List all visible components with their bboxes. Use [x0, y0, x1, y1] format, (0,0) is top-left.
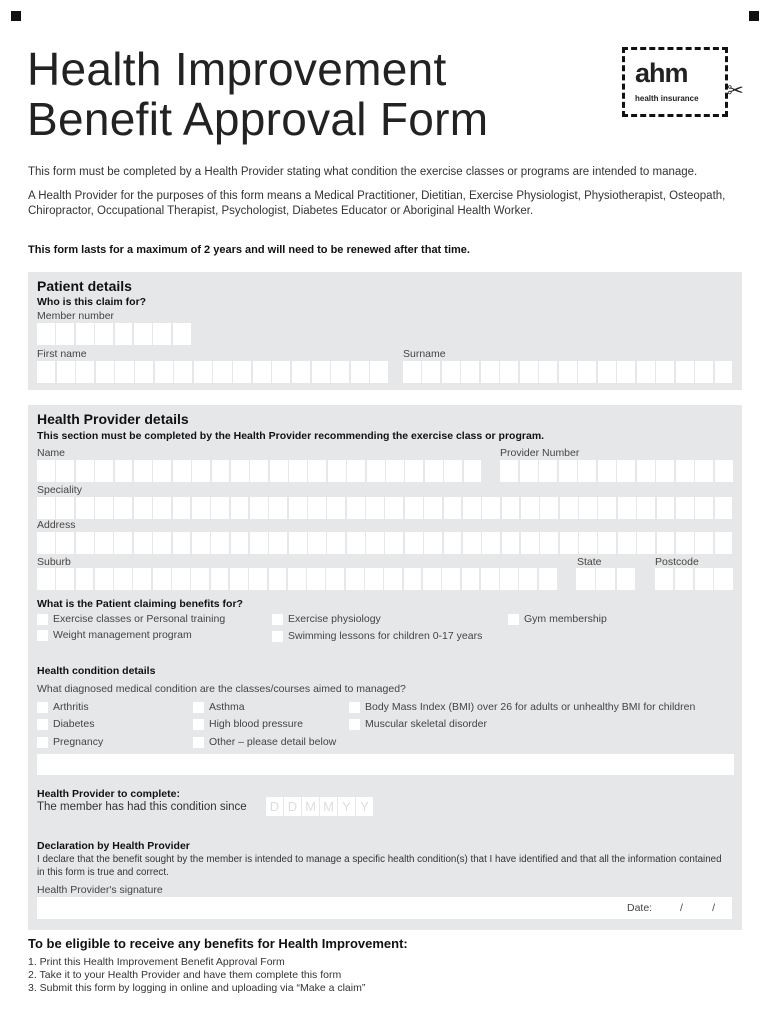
- logo-brand: ahm: [635, 58, 688, 88]
- character-box[interactable]: [231, 497, 249, 519]
- date-digit: Y: [338, 797, 356, 816]
- character-box[interactable]: [521, 532, 539, 554]
- benefit-checkbox[interactable]: Swimming lessons for children 0-17 years: [272, 630, 482, 642]
- character-box[interactable]: [560, 532, 578, 554]
- character-box[interactable]: [250, 460, 268, 482]
- character-box[interactable]: [695, 460, 713, 482]
- section-subheading: Who is this claim for?: [37, 296, 147, 308]
- character-box[interactable]: [424, 532, 442, 554]
- date-digit: D: [266, 797, 284, 816]
- ahm-logo: [622, 47, 744, 117]
- condition-checkbox[interactable]: Arthritis: [37, 701, 89, 713]
- state-label: State: [577, 556, 602, 568]
- member-number-label: Member number: [37, 310, 115, 322]
- character-box[interactable]: [403, 361, 421, 383]
- character-box[interactable]: [444, 532, 462, 554]
- character-box[interactable]: [405, 532, 423, 554]
- speciality-label: Speciality: [37, 484, 82, 496]
- date-label: Date:: [627, 902, 653, 914]
- declaration-heading: Declaration by Health Provider: [37, 840, 190, 852]
- title-line: Benefit Approval Form: [27, 93, 489, 145]
- character-box[interactable]: [56, 532, 74, 554]
- character-box[interactable]: [328, 460, 346, 482]
- character-box[interactable]: [211, 532, 229, 554]
- character-box[interactable]: [134, 460, 152, 482]
- character-box[interactable]: [269, 568, 287, 590]
- character-box[interactable]: [365, 568, 383, 590]
- character-box[interactable]: [715, 460, 733, 482]
- character-box[interactable]: [695, 532, 713, 554]
- section-heading: Patient details: [37, 278, 132, 294]
- character-box[interactable]: [307, 568, 325, 590]
- character-box[interactable]: [618, 532, 636, 554]
- character-box[interactable]: [502, 532, 520, 554]
- character-box[interactable]: [463, 497, 481, 519]
- since-label: The member has had this condition since: [37, 801, 247, 813]
- character-box[interactable]: [134, 532, 152, 554]
- character-box[interactable]: [134, 497, 152, 519]
- member-number-input[interactable]: [37, 323, 192, 345]
- character-box[interactable]: [695, 361, 713, 383]
- eligibility-heading: To be eligible to receive any benefits for Health Improvement:: [28, 936, 408, 951]
- postcode-input[interactable]: [655, 568, 734, 590]
- character-box[interactable]: [173, 460, 191, 482]
- scissors-icon: ✂: [727, 80, 744, 102]
- character-box[interactable]: [637, 361, 655, 383]
- character-box[interactable]: [192, 497, 210, 519]
- character-box[interactable]: [56, 323, 74, 345]
- character-box[interactable]: [289, 497, 307, 519]
- character-box[interactable]: [270, 460, 288, 482]
- character-box[interactable]: [539, 568, 557, 590]
- character-box[interactable]: [695, 568, 713, 590]
- condition-checkbox[interactable]: Asthma: [193, 701, 245, 713]
- character-box[interactable]: [347, 460, 365, 482]
- character-box[interactable]: [519, 568, 537, 590]
- character-box[interactable]: [114, 568, 132, 590]
- character-box[interactable]: [194, 361, 212, 383]
- condition-checkbox[interactable]: Muscular skeletal disorder: [349, 718, 487, 730]
- logo-tagline: health insurance: [635, 94, 699, 103]
- condition-heading: Health condition details: [37, 665, 156, 677]
- character-box[interactable]: [174, 361, 192, 383]
- character-box[interactable]: [500, 361, 518, 383]
- character-box[interactable]: [385, 497, 403, 519]
- character-box[interactable]: [444, 497, 462, 519]
- character-box[interactable]: [424, 497, 442, 519]
- character-box[interactable]: [444, 460, 462, 482]
- character-box[interactable]: [173, 323, 191, 345]
- suburb-input[interactable]: [37, 568, 558, 590]
- character-box[interactable]: [327, 532, 345, 554]
- character-box[interactable]: [153, 497, 171, 519]
- state-input[interactable]: [576, 568, 637, 590]
- character-box[interactable]: [675, 568, 693, 590]
- character-box[interactable]: [250, 497, 268, 519]
- character-box[interactable]: [230, 568, 248, 590]
- first-name-label: First name: [37, 348, 87, 360]
- character-box[interactable]: [76, 323, 94, 345]
- corner-mark: [11, 11, 21, 21]
- character-box[interactable]: [676, 460, 694, 482]
- character-box[interactable]: [500, 568, 518, 590]
- character-box[interactable]: [346, 568, 364, 590]
- character-box[interactable]: [76, 568, 94, 590]
- character-box[interactable]: [464, 460, 482, 482]
- character-box[interactable]: [192, 532, 210, 554]
- eligibility-step: 3. Submit this form by logging in online and uploading via “Make a claim”: [28, 982, 366, 994]
- character-box[interactable]: [617, 568, 636, 590]
- character-box[interactable]: [308, 460, 326, 482]
- character-box[interactable]: [173, 497, 191, 519]
- character-box[interactable]: [56, 568, 74, 590]
- character-box[interactable]: [559, 460, 577, 482]
- benefit-checkbox[interactable]: Weight management program: [37, 629, 192, 641]
- speciality-input[interactable]: [37, 497, 734, 519]
- character-box[interactable]: [656, 460, 674, 482]
- character-box[interactable]: [172, 568, 190, 590]
- character-box[interactable]: [114, 497, 132, 519]
- benefit-checkbox[interactable]: Exercise physiology: [272, 613, 381, 625]
- character-box[interactable]: [76, 497, 94, 519]
- suburb-label: Suburb: [37, 556, 71, 568]
- character-box[interactable]: [331, 361, 349, 383]
- character-box[interactable]: [404, 568, 422, 590]
- character-box[interactable]: [405, 497, 423, 519]
- patient-details-section: [28, 272, 742, 390]
- character-box[interactable]: [249, 568, 267, 590]
- character-box[interactable]: [114, 532, 132, 554]
- benefit-checkbox[interactable]: Exercise classes or Personal training: [37, 613, 225, 625]
- character-box[interactable]: [95, 323, 113, 345]
- character-box[interactable]: [155, 361, 173, 383]
- character-box[interactable]: [76, 532, 94, 554]
- character-box[interactable]: [153, 568, 171, 590]
- postcode-label: Postcode: [655, 556, 699, 568]
- character-box[interactable]: [56, 460, 74, 482]
- intro-1: This form must be completed by a Health Provider stating what condition the exercise classes or programs are intended to manage.: [28, 166, 698, 178]
- address-input[interactable]: [37, 532, 734, 554]
- character-box[interactable]: [482, 532, 500, 554]
- character-box[interactable]: [657, 532, 675, 554]
- since-date-input[interactable]: [266, 797, 374, 816]
- character-box[interactable]: [500, 460, 518, 482]
- date-digit: Y: [356, 797, 374, 816]
- character-box[interactable]: [37, 497, 55, 519]
- character-box[interactable]: [578, 361, 596, 383]
- character-box[interactable]: [656, 361, 674, 383]
- character-box[interactable]: [95, 497, 113, 519]
- character-box[interactable]: [37, 460, 55, 482]
- character-box[interactable]: [191, 568, 209, 590]
- character-box[interactable]: [37, 361, 55, 383]
- eligibility-step: 2. Take it to your Health Provider and have them complete this form: [28, 969, 342, 981]
- validity-notice: This form lasts for a maximum of 2 years and will need to be renewed after that time.: [28, 244, 470, 256]
- benefit-checkbox[interactable]: Gym membership: [508, 613, 607, 625]
- benefits-question: What is the Patient claiming benefits for?: [37, 598, 243, 610]
- character-box[interactable]: [715, 497, 733, 519]
- section-subheading: This section must be completed by the Health Provider recommending the exercise class or program.: [37, 430, 545, 442]
- signature-label: Health Provider's signature: [37, 884, 163, 896]
- character-box[interactable]: [540, 497, 558, 519]
- title-line: Health Improvement: [27, 43, 447, 95]
- page-title: [27, 44, 488, 144]
- character-box[interactable]: [212, 460, 230, 482]
- character-box[interactable]: [115, 460, 133, 482]
- character-box[interactable]: [250, 532, 268, 554]
- character-box[interactable]: [153, 532, 171, 554]
- character-box[interactable]: [502, 497, 520, 519]
- character-box[interactable]: [289, 460, 307, 482]
- character-box[interactable]: [560, 497, 578, 519]
- character-box[interactable]: [617, 460, 635, 482]
- character-box[interactable]: [637, 532, 655, 554]
- character-box[interactable]: [366, 532, 384, 554]
- character-box[interactable]: [637, 460, 655, 482]
- declaration-text: I declare that the benefit sought by the member is intended to manage a specific health condition(s) that I have identified and that all the information contained in this form is true and correct.: [37, 854, 722, 878]
- character-box[interactable]: [463, 532, 481, 554]
- address-label: Address: [37, 519, 76, 531]
- character-box[interactable]: [347, 532, 365, 554]
- complete-heading: Health Provider to complete:: [37, 788, 180, 800]
- character-box[interactable]: [539, 460, 557, 482]
- surname-input[interactable]: [403, 361, 734, 383]
- surname-label: Surname: [403, 348, 446, 360]
- character-box[interactable]: [386, 460, 404, 482]
- character-box[interactable]: [367, 460, 385, 482]
- character-box[interactable]: [370, 361, 388, 383]
- provider-details-section: [28, 405, 742, 930]
- character-box[interactable]: [540, 532, 558, 554]
- condition-checkbox[interactable]: Pregnancy: [37, 736, 103, 748]
- character-box[interactable]: [289, 532, 307, 554]
- character-box[interactable]: [231, 460, 249, 482]
- provider-name-input[interactable]: [37, 460, 483, 482]
- character-box[interactable]: [596, 568, 615, 590]
- condition-checkbox[interactable]: Diabetes: [37, 718, 94, 730]
- condition-checkbox[interactable]: Body Mass Index (BMI) over 26 for adults or unhealthy BMI for children: [349, 701, 695, 713]
- character-box[interactable]: [598, 460, 616, 482]
- character-box[interactable]: [598, 532, 616, 554]
- character-box[interactable]: [76, 460, 94, 482]
- character-box[interactable]: [655, 568, 673, 590]
- character-box[interactable]: [231, 532, 249, 554]
- character-box[interactable]: [576, 568, 595, 590]
- character-box[interactable]: [657, 497, 675, 519]
- character-box[interactable]: [384, 568, 402, 590]
- character-box[interactable]: [579, 497, 597, 519]
- character-box[interactable]: [211, 568, 229, 590]
- intro-2: A Health Provider for the purposes of this form means a Medical Practitioner, Dietitian, Exercise Physiologist, Physiotherapist, Osteopath, Chiropractor, Occupational Therapist, Psychologist, Diabetes Educator or Aboriginal Health Worker.: [28, 190, 726, 217]
- character-box[interactable]: [617, 361, 635, 383]
- character-box[interactable]: [269, 497, 287, 519]
- provider-number-input[interactable]: [500, 460, 734, 482]
- character-box[interactable]: [405, 460, 423, 482]
- character-box[interactable]: [481, 361, 499, 383]
- character-box[interactable]: [559, 361, 577, 383]
- name-label: Name: [37, 447, 66, 459]
- character-box[interactable]: [385, 532, 403, 554]
- character-box[interactable]: [715, 532, 733, 554]
- character-box[interactable]: [598, 497, 616, 519]
- condition-checkbox[interactable]: High blood pressure: [193, 718, 303, 730]
- character-box[interactable]: [233, 361, 251, 383]
- character-box[interactable]: [618, 497, 636, 519]
- character-box[interactable]: [173, 532, 191, 554]
- character-box[interactable]: [351, 361, 369, 383]
- character-box[interactable]: [539, 361, 557, 383]
- condition-question: What diagnosed medical condition are the classes/courses aimed to managed?: [37, 683, 406, 695]
- character-box[interactable]: [213, 361, 231, 383]
- character-box[interactable]: [37, 323, 55, 345]
- character-box[interactable]: [521, 497, 539, 519]
- character-box[interactable]: [272, 361, 290, 383]
- date-input[interactable]: / /: [680, 902, 716, 914]
- character-box[interactable]: [520, 361, 538, 383]
- character-box[interactable]: [598, 361, 616, 383]
- section-heading: Health Provider details: [37, 411, 189, 427]
- character-box[interactable]: [115, 323, 133, 345]
- character-box[interactable]: [135, 361, 153, 383]
- character-box[interactable]: [442, 568, 460, 590]
- character-box[interactable]: [462, 568, 480, 590]
- signature-field[interactable]: [37, 897, 732, 919]
- character-box[interactable]: [95, 568, 113, 590]
- character-box[interactable]: [695, 497, 713, 519]
- character-box[interactable]: [133, 568, 151, 590]
- character-box[interactable]: [95, 460, 113, 482]
- character-box[interactable]: [579, 532, 597, 554]
- character-box[interactable]: [57, 361, 75, 383]
- character-box[interactable]: [326, 568, 344, 590]
- character-box[interactable]: [347, 497, 365, 519]
- character-box[interactable]: [308, 497, 326, 519]
- first-name-input[interactable]: [37, 361, 390, 383]
- character-box[interactable]: [115, 361, 133, 383]
- character-box[interactable]: [56, 497, 74, 519]
- character-box[interactable]: [192, 460, 210, 482]
- character-box[interactable]: [95, 532, 113, 554]
- character-box[interactable]: [715, 361, 733, 383]
- character-box[interactable]: [308, 532, 326, 554]
- date-digit: D: [284, 797, 302, 816]
- date-digit: M: [320, 797, 338, 816]
- character-box[interactable]: [134, 323, 152, 345]
- character-box[interactable]: [442, 361, 460, 383]
- character-box[interactable]: [422, 361, 440, 383]
- character-box[interactable]: [714, 568, 732, 590]
- character-box[interactable]: [578, 460, 596, 482]
- character-box[interactable]: [211, 497, 229, 519]
- eligibility-step: 1. Print this Health Improvement Benefit Approval Form: [28, 956, 285, 968]
- character-box[interactable]: [96, 361, 114, 383]
- character-box[interactable]: [269, 532, 287, 554]
- character-box[interactable]: [482, 497, 500, 519]
- character-box[interactable]: [292, 361, 310, 383]
- character-box[interactable]: [520, 460, 538, 482]
- character-box[interactable]: [461, 361, 479, 383]
- character-box[interactable]: [288, 568, 306, 590]
- date-digit: M: [302, 797, 320, 816]
- character-box[interactable]: [37, 532, 55, 554]
- character-box[interactable]: [676, 497, 694, 519]
- character-box[interactable]: [676, 532, 694, 554]
- character-box[interactable]: [366, 497, 384, 519]
- condition-checkbox[interactable]: Other – please detail below: [193, 736, 336, 748]
- character-box[interactable]: [37, 568, 55, 590]
- character-box[interactable]: [153, 460, 171, 482]
- character-box[interactable]: [76, 361, 94, 383]
- character-box[interactable]: [253, 361, 271, 383]
- character-box[interactable]: [676, 361, 694, 383]
- character-box[interactable]: [481, 568, 499, 590]
- provider-number-label: Provider Number: [500, 447, 580, 459]
- character-box[interactable]: [327, 497, 345, 519]
- character-box[interactable]: [312, 361, 330, 383]
- other-condition-input[interactable]: [37, 754, 734, 775]
- character-box[interactable]: [423, 568, 441, 590]
- character-box[interactable]: [637, 497, 655, 519]
- character-box[interactable]: [425, 460, 443, 482]
- corner-mark: [749, 11, 759, 21]
- character-box[interactable]: [153, 323, 171, 345]
